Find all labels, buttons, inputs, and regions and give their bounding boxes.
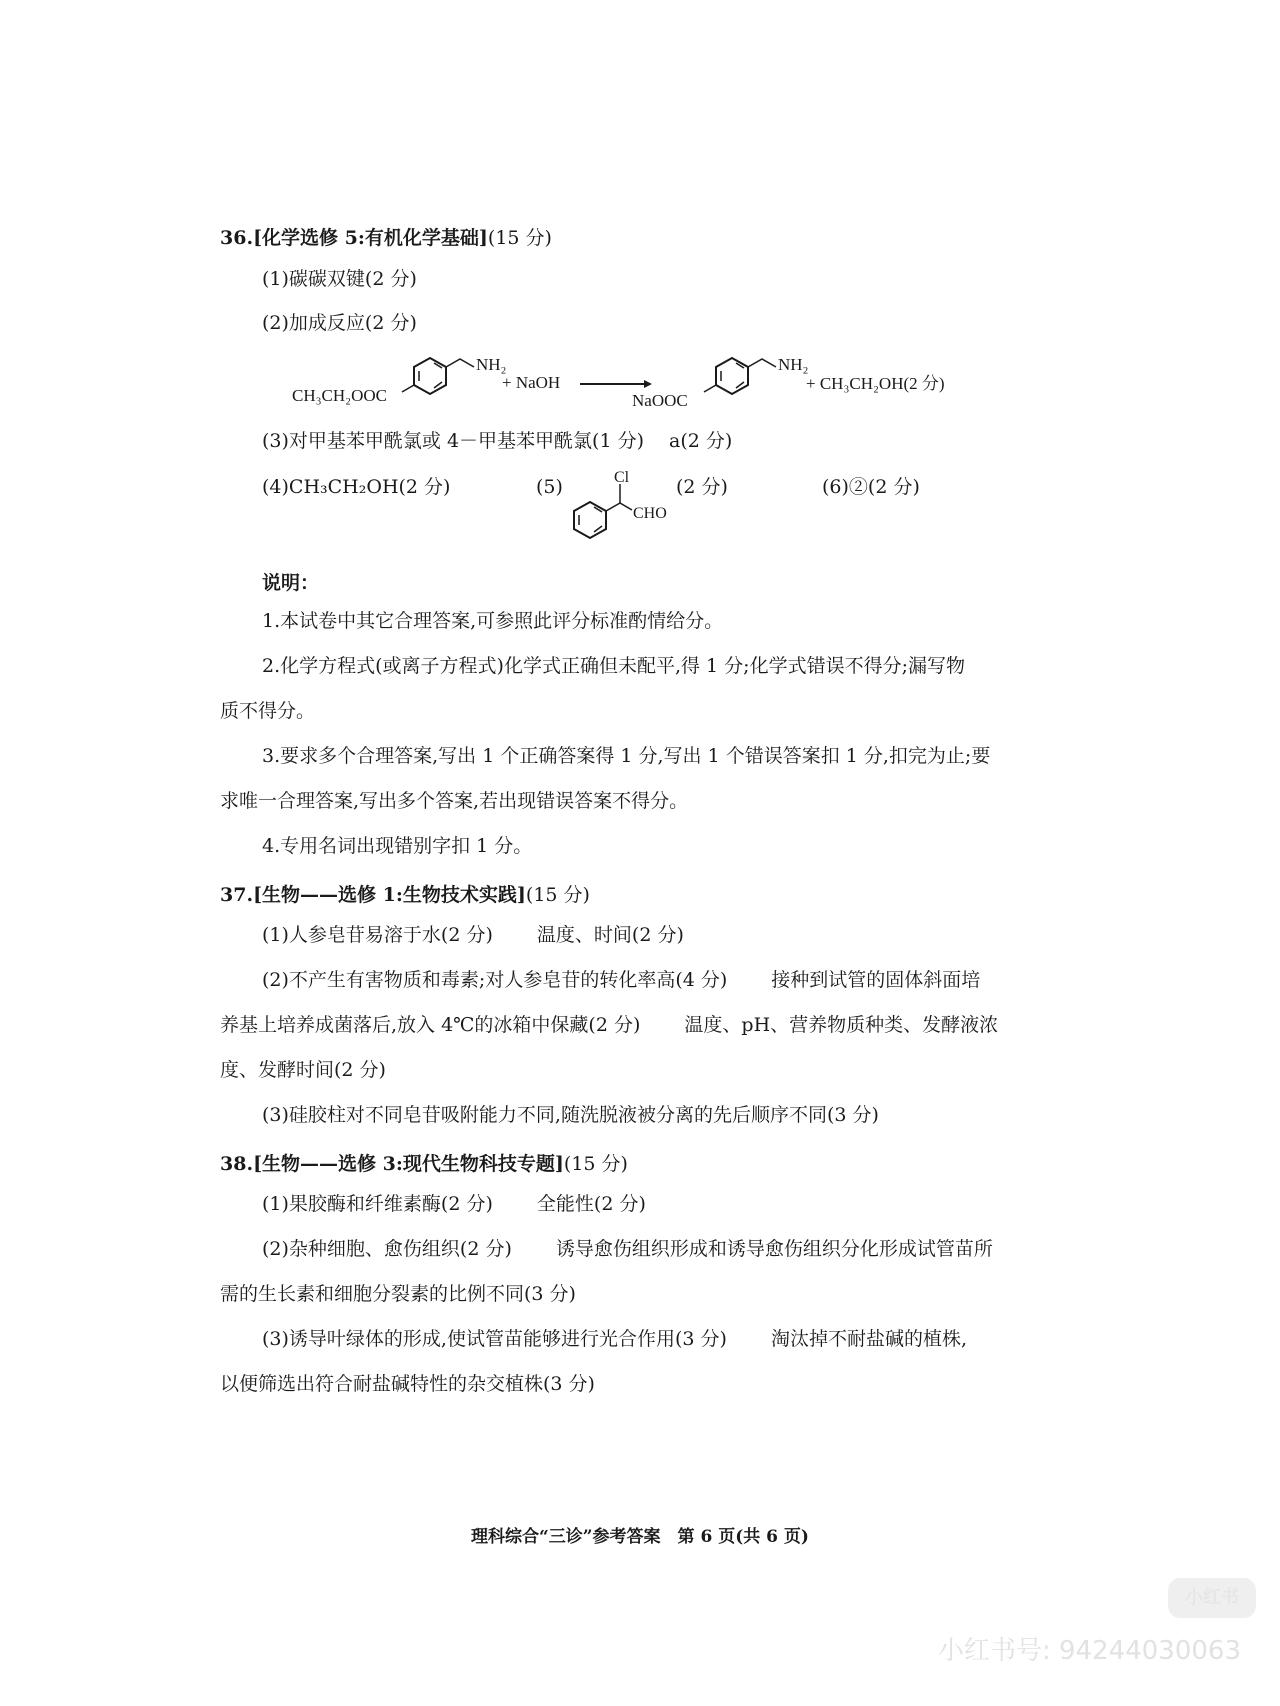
q38-number: 38. <box>220 1153 254 1175</box>
q37-answer-2-line-1: (2)不产生有害物质和毒素;对人参皂苷的转化率高(4 分) 接种到试管的固体斜面培 <box>262 969 981 991</box>
q36-answer-1: (1)碳碳双键(2 分) <box>262 268 417 290</box>
q36-score: (15 分) <box>487 227 552 249</box>
q36-answer-3: (3)对甲基苯甲酰氯或 4－甲基苯甲酰氯(1 分) a(2 分) <box>262 430 733 452</box>
q36-number: 36. <box>220 227 254 249</box>
product-amine-group: NH₂ <box>778 355 809 374</box>
q36-answer-4: (4)CH₃CH₂OH(2 分) <box>262 476 451 498</box>
q37-score: (15 分) <box>525 884 590 906</box>
q38-answer-2-line-2: 需的生长素和细胞分裂素的比例不同(3 分) <box>220 1283 576 1305</box>
note-2-line-1: 2.化学方程式(或离子方程式)化学式正确但未配平,得 1 分;化学式错误不得分;漏写物 <box>262 655 965 677</box>
q37-answer-3: (3)硅胶柱对不同皂苷吸附能力不同,随洗脱液被分离的先后顺序不同(3 分) <box>262 1104 879 1126</box>
reactant-plus-naoh: + NaOH <box>502 373 561 392</box>
q38-heading <box>220 1149 628 1176</box>
q36-heading <box>220 223 552 250</box>
q38-answer-3-line-1: (3)诱导叶绿体的形成,使试管苗能够进行光合作用(3 分) 淘汰掉不耐盐碱的植株, <box>262 1328 967 1350</box>
note-1: 1.本试卷中其它合理答案,可参照此评分标准酌情给分。 <box>262 610 724 632</box>
q37-answer-1: (1)人参皂苷易溶于水(2 分) 温度、时间(2 分) <box>262 924 684 946</box>
q36-answer-5-structure <box>562 468 682 544</box>
q36-answer-2: (2)加成反应(2 分) <box>262 312 417 334</box>
reactant-amine-group: NH₂ <box>476 355 507 374</box>
q36-reaction-equation <box>280 348 1000 414</box>
structure-chlorine-label: Cl <box>614 469 630 486</box>
q37-answer-2-line-3: 度、发酵时间(2 分) <box>220 1059 386 1081</box>
q38-answer-1: (1)果胶酶和纤维素酶(2 分) 全能性(2 分) <box>262 1193 646 1215</box>
q36-title: [化学选修 5:有机化学基础] <box>253 227 488 249</box>
structure-aldehyde-label: CHO <box>633 505 667 522</box>
q37-answer-2-line-2: 养基上培养成菌落后,放入 4℃的冰箱中保藏(2 分) 温度、pH、营养物质种类、发酵液浓 <box>220 1014 999 1036</box>
product-salt-group: NaOOC <box>632 391 688 410</box>
note-3-line-2: 求唯一合理答案,写出多个答案,若出现错误答案不得分。 <box>220 790 689 812</box>
q36-answer-5-label: (5) <box>536 476 563 498</box>
q38-title: [生物——选修 3:现代生物科技专题] <box>253 1153 564 1175</box>
q37-number: 37. <box>220 884 254 906</box>
q37-heading <box>220 880 590 907</box>
product-plus-ethanol: + CH₃CH₂OH(2 分) <box>806 374 945 393</box>
watermark-text: 小红书号: 94244030063 <box>938 1636 1241 1666</box>
note-3-line-1: 3.要求多个合理答案,写出 1 个正确答案得 1 分,写出 1 个错误答案扣 1 分,扣完为止;要 <box>262 745 991 767</box>
note-2-line-2: 质不得分。 <box>220 700 316 722</box>
q38-score: (15 分) <box>563 1153 628 1175</box>
q38-answer-3-line-2: 以便筛选出符合耐盐碱特性的杂交植株(3 分) <box>220 1373 595 1395</box>
q38-answer-2-line-1: (2)杂种细胞、愈伤组织(2 分) 诱导愈伤组织形成和诱导愈伤组织分化形成试管苗所 <box>262 1238 993 1260</box>
page-footer: 理科综合“三诊”参考答案 第 6 页(共 6 页) <box>471 1527 809 1547</box>
watermark-logo: 小红书 <box>1168 1578 1256 1618</box>
q36-answer-5-score: (2 分) <box>676 476 728 498</box>
notes-title: 说明： <box>262 572 320 594</box>
reactant-ester-group: CH₃CH₂OOC <box>292 386 387 405</box>
q37-title: [生物——选修 1:生物技术实践] <box>253 884 526 906</box>
note-4: 4.专用名词出现错别字扣 1 分。 <box>262 835 533 857</box>
q36-answer-6: (6)②(2 分) <box>822 476 920 498</box>
